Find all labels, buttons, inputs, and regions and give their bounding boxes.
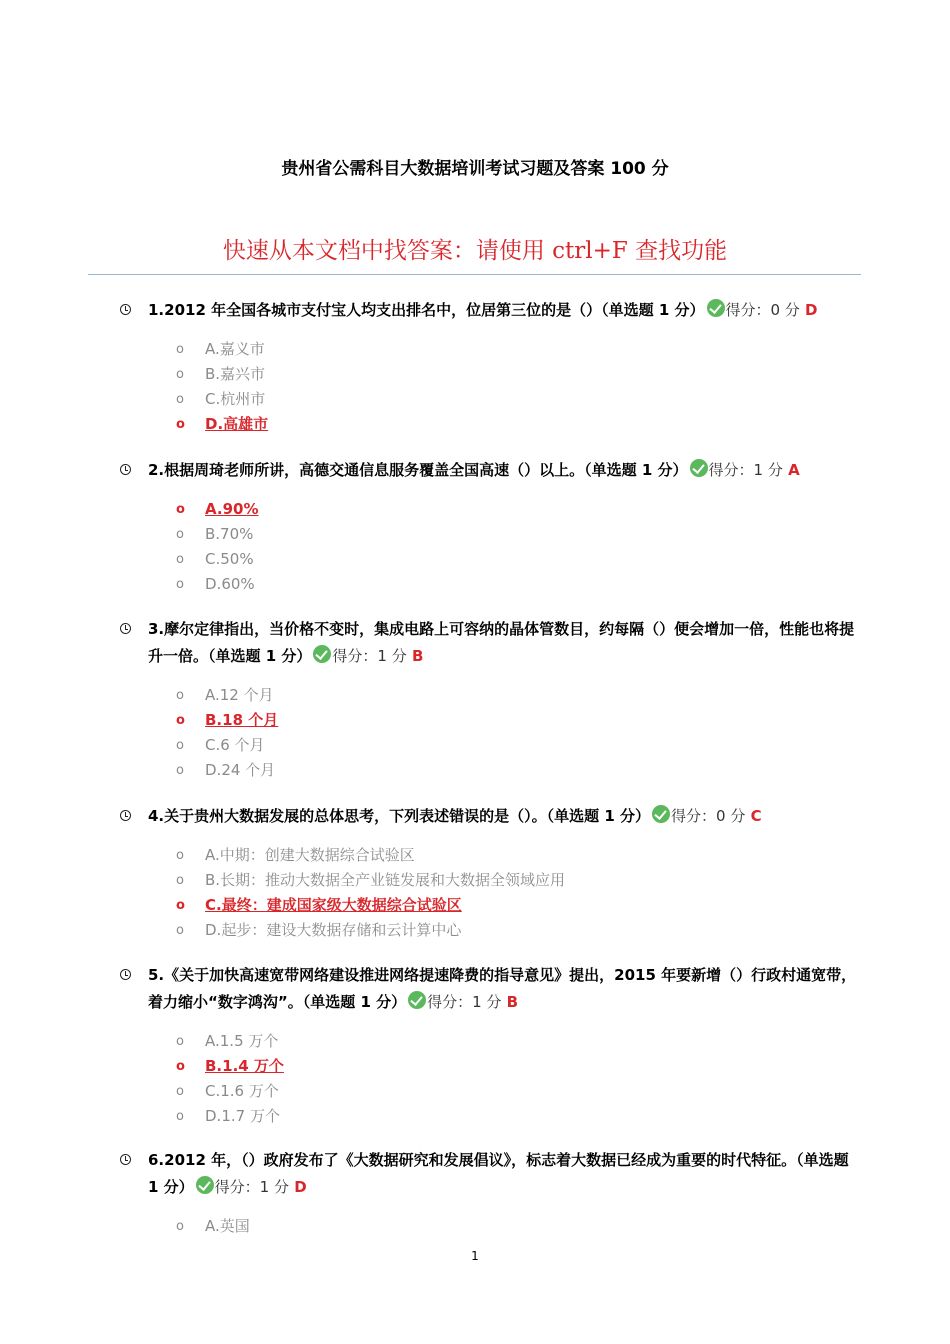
bullet-icon: o (176, 738, 184, 753)
question-text: 2.根据周琦老师所讲，高德交通信息服务覆盖全国高速（）以上。（单选题 1 分） (148, 461, 688, 479)
option-label: D.高雄市 (205, 415, 269, 433)
bullet-icon: o (176, 1059, 185, 1074)
option-label: A.嘉义市 (205, 340, 265, 358)
check-icon (313, 645, 331, 663)
option-label: B.70% (205, 525, 254, 543)
question-item (118, 616, 863, 783)
question-answer: A (788, 461, 800, 479)
option-item (118, 758, 863, 783)
question-answer: B (506, 993, 519, 1011)
option-item (118, 362, 863, 387)
question-line (118, 457, 863, 484)
option-item-correct (118, 412, 863, 437)
clock-icon (120, 304, 131, 315)
question-line (118, 803, 863, 830)
question-line (118, 962, 863, 1016)
option-item-correct (118, 497, 863, 522)
option-item (118, 918, 863, 943)
option-label: C.杭州市 (205, 390, 266, 408)
bullet-icon: o (176, 502, 185, 517)
option-item-correct (118, 893, 863, 918)
bullet-icon: o (176, 342, 184, 357)
option-list (118, 1214, 863, 1239)
question-line (118, 616, 863, 670)
question-score: 得分：1 分 (427, 993, 502, 1011)
question-text: 6.2012 年，（）政府发布了《大数据研究和发展倡议》，标志着大数据已经成为重要的时代特征。（单选题 1 分） (148, 1151, 849, 1196)
question-item (118, 962, 863, 1129)
clock-icon (120, 969, 131, 980)
clock-icon (120, 623, 131, 634)
option-item (118, 1079, 863, 1104)
question-answer: D (294, 1178, 307, 1196)
option-label: B.18 个月 (205, 711, 279, 729)
question-score: 得分：1 分 (708, 461, 783, 479)
option-label: A.12 个月 (205, 686, 274, 704)
page-number: 1 (471, 1249, 479, 1263)
check-icon (690, 459, 708, 477)
option-list (118, 337, 863, 437)
option-label: D.起步：建设大数据存储和云计算中心 (205, 921, 462, 939)
option-item (118, 547, 863, 572)
bullet-icon: o (176, 1084, 184, 1099)
option-item (118, 683, 863, 708)
option-list (118, 1029, 863, 1129)
bullet-icon: o (176, 527, 184, 542)
bullet-icon: o (176, 392, 184, 407)
question-text: 4.关于贵州大数据发展的总体思考，下列表述错误的是（）。（单选题 1 分） (148, 807, 651, 825)
question-item (118, 297, 863, 437)
clock-icon (120, 464, 131, 475)
option-item (118, 733, 863, 758)
option-label: C.50% (205, 550, 254, 568)
bullet-icon: o (176, 577, 184, 592)
option-label: C.1.6 万个 (205, 1082, 279, 1100)
question-item (118, 803, 863, 943)
option-item (118, 337, 863, 362)
question-score: 得分：0 分 (725, 301, 800, 319)
option-label: A.90% (205, 500, 259, 518)
bullet-icon: o (176, 688, 184, 703)
question-score: 得分：1 分 (214, 1178, 289, 1196)
bullet-icon: o (176, 367, 184, 382)
bullet-icon: o (176, 873, 184, 888)
check-icon (707, 299, 725, 317)
page-title: 贵州省公需科目大数据培训考试习题及答案 100 分 (281, 159, 669, 179)
option-label: B.长期：推动大数据全产业链发展和大数据全领域应用 (205, 871, 566, 889)
option-item (118, 1104, 863, 1129)
option-item (118, 868, 863, 893)
subtitle: 快速从本文档中找答案：请使用 ctrl+F 查找功能 (222, 238, 728, 264)
option-label: B.1.4 万个 (205, 1057, 284, 1075)
question-text: 3.摩尔定律指出，当价格不变时，集成电路上可容纳的晶体管数目，约每隔（）便会增加一倍，性能也将提升一倍。（单选题 1 分） (148, 620, 855, 665)
option-label: A.英国 (205, 1217, 250, 1235)
option-list (118, 843, 863, 943)
option-list (118, 497, 863, 597)
question-answer: D (805, 301, 818, 319)
option-item (118, 1214, 863, 1239)
bullet-icon: o (176, 1219, 184, 1234)
option-list (118, 683, 863, 783)
question-line (118, 1147, 863, 1201)
clock-icon (120, 1154, 131, 1165)
bullet-icon: o (176, 552, 184, 567)
option-label: A.中期：创建大数据综合试验区 (205, 846, 415, 864)
option-item (118, 522, 863, 547)
option-item (118, 572, 863, 597)
check-icon (196, 1176, 214, 1194)
bullet-icon: o (176, 713, 185, 728)
option-item (118, 843, 863, 868)
bullet-icon: o (176, 898, 185, 913)
bullet-icon: o (176, 1034, 184, 1049)
check-icon (408, 991, 426, 1009)
option-label: C.6 个月 (205, 736, 265, 754)
divider (88, 274, 861, 275)
bullet-icon: o (176, 923, 184, 938)
option-label: D.24 个月 (205, 761, 276, 779)
bullet-icon: o (176, 417, 185, 432)
question-score: 得分：0 分 (671, 807, 746, 825)
question-answer: B (411, 647, 424, 665)
option-item (118, 1029, 863, 1054)
option-label: C.最终：建成国家级大数据综合试验区 (205, 896, 462, 914)
option-item-correct (118, 1054, 863, 1079)
option-label: A.1.5 万个 (205, 1032, 279, 1050)
bullet-icon: o (176, 848, 184, 863)
option-label: D.60% (205, 575, 255, 593)
clock-icon (120, 810, 131, 821)
question-line (118, 297, 863, 324)
question-text: 1.2012 年全国各城市支付宝人均支出排名中，位居第三位的是（）（单选题 1 分） (148, 301, 705, 319)
bullet-icon: o (176, 763, 184, 778)
option-label: B.嘉兴市 (205, 365, 266, 383)
check-icon (652, 805, 670, 823)
question-item (118, 457, 863, 597)
bullet-icon: o (176, 1109, 184, 1124)
question-item (118, 1147, 863, 1239)
option-label: D.1.7 万个 (205, 1107, 280, 1125)
option-item-correct (118, 708, 863, 733)
question-score: 得分：1 分 (332, 647, 407, 665)
question-answer: C (750, 807, 762, 825)
question-text: 5.《关于加快高速宽带网络建设推进网络提速降费的指导意见》提出，2015 年要新增（）行政村通宽带，着力缩小“数字鸿沟”。（单选题 1 分） (148, 966, 857, 1011)
option-item (118, 387, 863, 412)
